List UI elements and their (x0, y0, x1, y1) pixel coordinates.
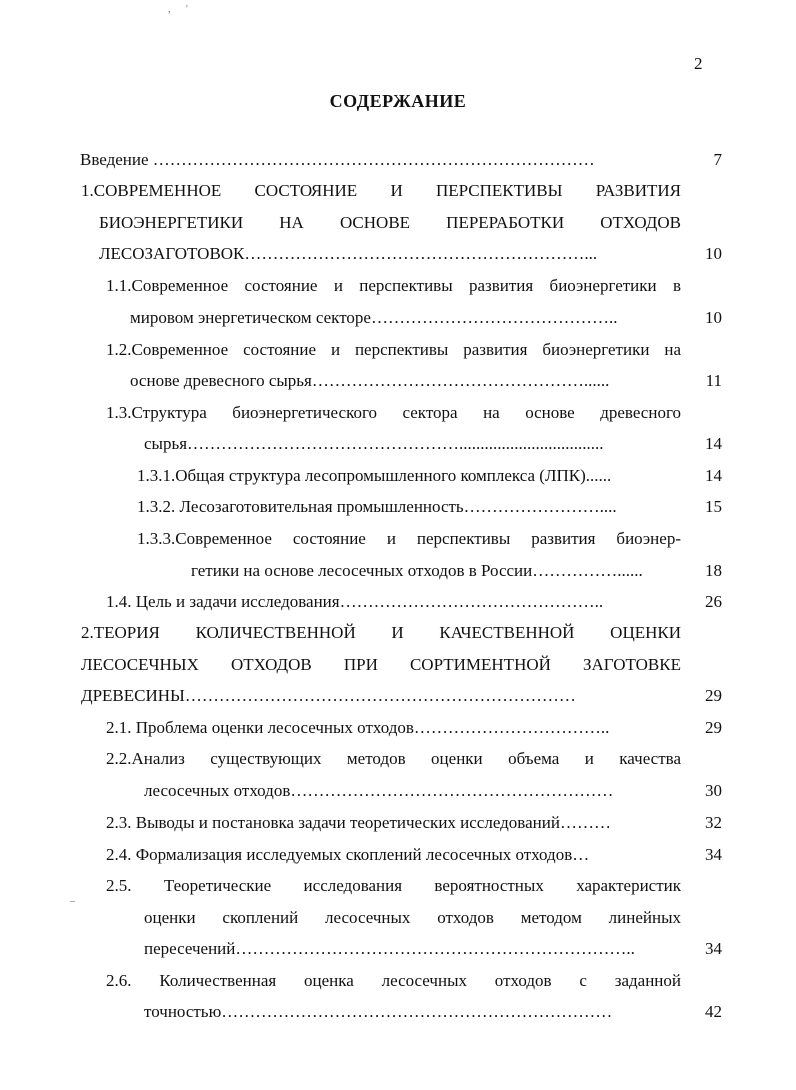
toc-page-number: 26 (705, 592, 722, 611)
toc-page-number: 34 (705, 939, 722, 958)
toc-entry-1-3-3-end[interactable]: гетики на основе лесосечных отходов в России……………...... (191, 561, 643, 580)
toc-entry-intro[interactable]: Введение …………………………………………………………………… (80, 150, 595, 169)
page-number: 2 (694, 54, 703, 73)
toc-entry-chapter-1-cont[interactable]: БИОЭНЕРГЕТИКИ НА ОСНОВЕ ПЕРЕРАБОТКИ ОТХОДОВ (99, 213, 681, 232)
toc-entry-1-2-end[interactable]: основе древесного сырья…………………………………………...... (130, 371, 610, 390)
toc-entry-2-5-end[interactable]: пересечений…………………………………………………………….. (144, 939, 635, 958)
toc-page-number: 15 (705, 497, 722, 516)
toc-page-number: 10 (705, 308, 722, 327)
toc-entry-chapter-2[interactable]: 2.ТЕОРИЯ КОЛИЧЕСТВЕННОЙ И КАЧЕСТВЕННОЙ ОЦЕНКИ (81, 623, 681, 642)
toc-entry-2-6-end[interactable]: точностью…………………………………………………………… (144, 1002, 613, 1021)
toc-entry-chapter-2-cont[interactable]: ЛЕСОСЕЧНЫХ ОТХОДОВ ПРИ СОРТИМЕНТНОЙ ЗАГОТОВКЕ (81, 655, 681, 674)
toc-entry-chapter-2-end[interactable]: ДРЕВЕСИНЫ…………………………………………………………… (81, 686, 576, 705)
toc-page-number: 32 (705, 813, 722, 832)
toc-entry-1-3-end[interactable]: сырья………………………………………….................................. (144, 434, 604, 453)
toc-page-number: 29 (705, 686, 722, 705)
toc-entry-chapter-1[interactable]: 1.СОВРЕМЕННОЕ СОСТОЯНИЕ И ПЕРСПЕКТИВЫ РАЗВИТИЯ (81, 181, 681, 200)
toc-page-number: 18 (705, 561, 722, 580)
toc-page-number: 29 (705, 718, 722, 737)
toc-entry-1-3-1[interactable]: 1.3.1.Общая структура лесопромышленного комплекса (ЛПК)...... (137, 466, 612, 485)
toc-entry-2-2-end[interactable]: лесосечных отходов………………………………………………… (144, 781, 614, 800)
toc-entry-chapter-1-end[interactable]: ЛЕСОЗАГОТОВОК……………………………………………………... (99, 244, 598, 263)
scan-mark: ‒ (70, 896, 75, 907)
toc-page-number: 14 (705, 434, 722, 453)
toc-entry-2-6[interactable]: 2.6. Количественная оценка лесосечных отходов с заданной (106, 971, 681, 990)
toc-entry-2-4[interactable]: 2.4. Формализация исследуемых скоплений лесосечных отходов… (106, 845, 590, 864)
toc-entry-2-3[interactable]: 2.3. Выводы и постановка задачи теоретических исследований……… (106, 813, 611, 832)
toc-page-number: 14 (705, 466, 722, 485)
toc-page-number: 34 (705, 845, 722, 864)
toc-page-number: 7 (713, 150, 722, 169)
toc-entry-2-5-cont[interactable]: оценки скоплений лесосечных отходов методом линейных (144, 908, 681, 927)
scan-mark: ' (186, 4, 188, 15)
toc-page-number: 30 (705, 781, 722, 800)
toc-entry-1-2[interactable]: 1.2.Современное состояние и перспективы развития биоэнергетики на (106, 340, 681, 359)
toc-entry-2-2[interactable]: 2.2.Анализ существующих методов оценки объема и качества (106, 749, 681, 768)
toc-page-number: 42 (705, 1002, 722, 1021)
toc-entry-1-4[interactable]: 1.4. Цель и задачи исследования……………………………………….. (106, 592, 604, 611)
scan-mark: , (168, 4, 171, 15)
toc-entry-2-1[interactable]: 2.1. Проблема оценки лесосечных отходов…………………………….. (106, 718, 610, 737)
toc-page-number: 10 (705, 244, 722, 263)
toc-entry-1-3-2[interactable]: 1.3.2. Лесозаготовительная промышленность…………………….... (137, 497, 617, 516)
page-title: СОДЕРЖАНИЕ (329, 91, 467, 111)
toc-page-number: 11 (705, 371, 722, 390)
toc-entry-1-3-3[interactable]: 1.3.3.Современное состояние и перспективы развития биоэнер- (137, 529, 681, 548)
toc-entry-1-1-end[interactable]: мировом энергетическом секторе…………………………………….. (130, 308, 618, 327)
toc-entry-1-1[interactable]: 1.1.Современное состояние и перспективы развития биоэнергетики в (106, 276, 681, 295)
toc-entry-2-5[interactable]: 2.5. Теоретические исследования вероятностных характеристик (106, 876, 681, 895)
toc-entry-1-3[interactable]: 1.3.Структура биоэнергетического сектора на основе древесного (106, 403, 681, 422)
